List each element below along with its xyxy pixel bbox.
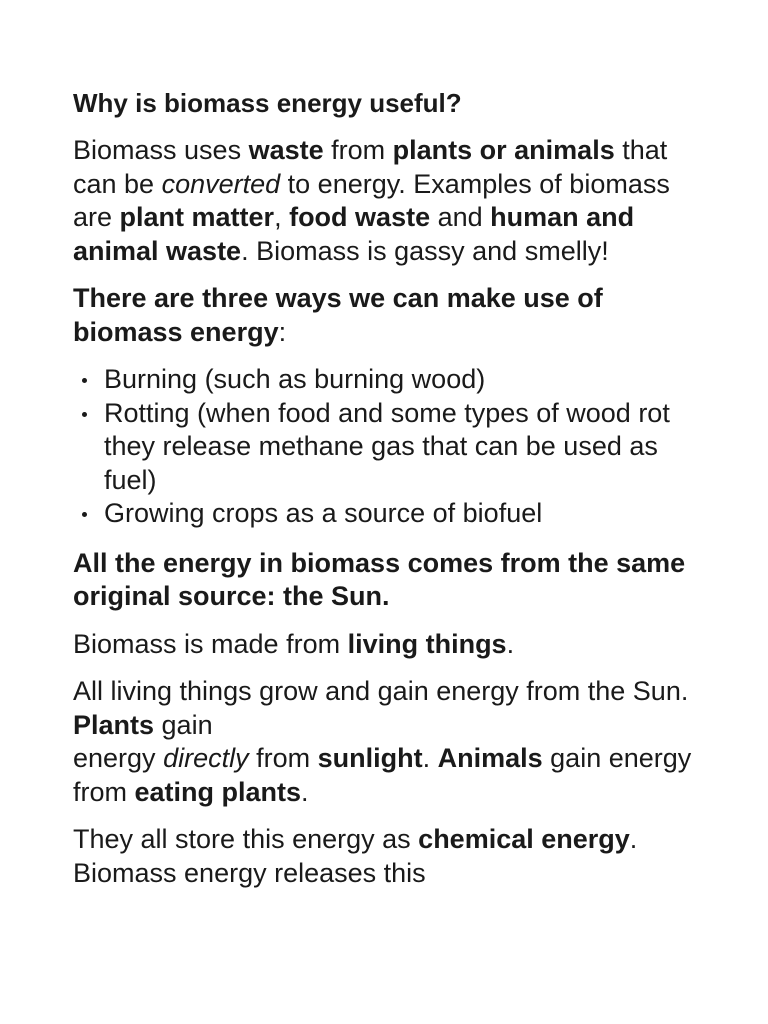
ways-intro-text: There are three ways we can make use of biomass energy <box>73 283 603 347</box>
text-run: They all store this energy as <box>73 824 419 854</box>
text-run: , <box>274 202 290 232</box>
energy-gain-paragraph <box>73 675 698 809</box>
text-run: Biomass is made from <box>73 628 348 659</box>
bold-run: food waste <box>289 202 431 232</box>
list-item <box>73 363 698 397</box>
bold-run: plant matter <box>119 202 275 232</box>
italic-run: directly <box>163 743 249 773</box>
list-item <box>73 397 698 498</box>
bold-run: living things <box>347 628 507 659</box>
italic-run: converted <box>161 168 281 199</box>
list-item <box>73 497 698 531</box>
text-run: from <box>323 135 393 165</box>
bullet-icon <box>82 512 87 517</box>
bold-run: waste <box>248 135 324 165</box>
text-run: . Biomass is gassy and smelly! <box>241 235 609 266</box>
text-run: from <box>248 743 318 773</box>
ways-list <box>73 363 698 531</box>
text-run: . Biomass energy releases this <box>73 824 638 888</box>
text-run: gain energy from <box>73 743 692 807</box>
list-item-text: Burning (such as burning wood) <box>104 364 486 394</box>
bold-run: plants or animals <box>392 135 615 165</box>
biomass-description <box>73 134 698 268</box>
text-run: Biomass uses <box>73 135 249 165</box>
text-run: . <box>422 743 438 773</box>
bold-run: eating plants <box>134 776 302 807</box>
bold-run: Animals <box>437 743 543 773</box>
list-item-text: Rotting (when food and some types of wood rot they release methane gas that can be used as fuel) <box>104 397 670 495</box>
text-run: and <box>430 202 491 232</box>
ways-intro-colon: : <box>278 316 287 347</box>
bullet-icon <box>82 412 87 417</box>
text-run: gain <box>154 709 213 740</box>
source-statement: All the energy in biomass comes from the same original source: the Sun. <box>73 547 686 611</box>
bold-run: chemical energy <box>418 824 630 854</box>
bold-run: Plants <box>73 709 155 740</box>
text-run: energy <box>73 743 164 773</box>
bullet-icon <box>82 378 87 383</box>
section-heading: Why is biomass energy useful? <box>73 88 462 118</box>
ways-intro <box>73 282 698 349</box>
bold-run: human and animal waste <box>73 202 635 266</box>
living-things-paragraph <box>73 628 698 662</box>
list-item-text: Growing crops as a source of biofuel <box>104 498 543 528</box>
text-run: All living things grow and gain energy from the Sun. <box>73 676 689 706</box>
text-run: . <box>301 776 309 807</box>
text-run: to energy. Examples of biomass are <box>73 168 670 232</box>
bold-run: sunlight <box>317 743 423 773</box>
chemical-energy-paragraph <box>73 823 698 890</box>
text-run: . <box>506 628 515 659</box>
text-run: that can be <box>73 135 668 199</box>
